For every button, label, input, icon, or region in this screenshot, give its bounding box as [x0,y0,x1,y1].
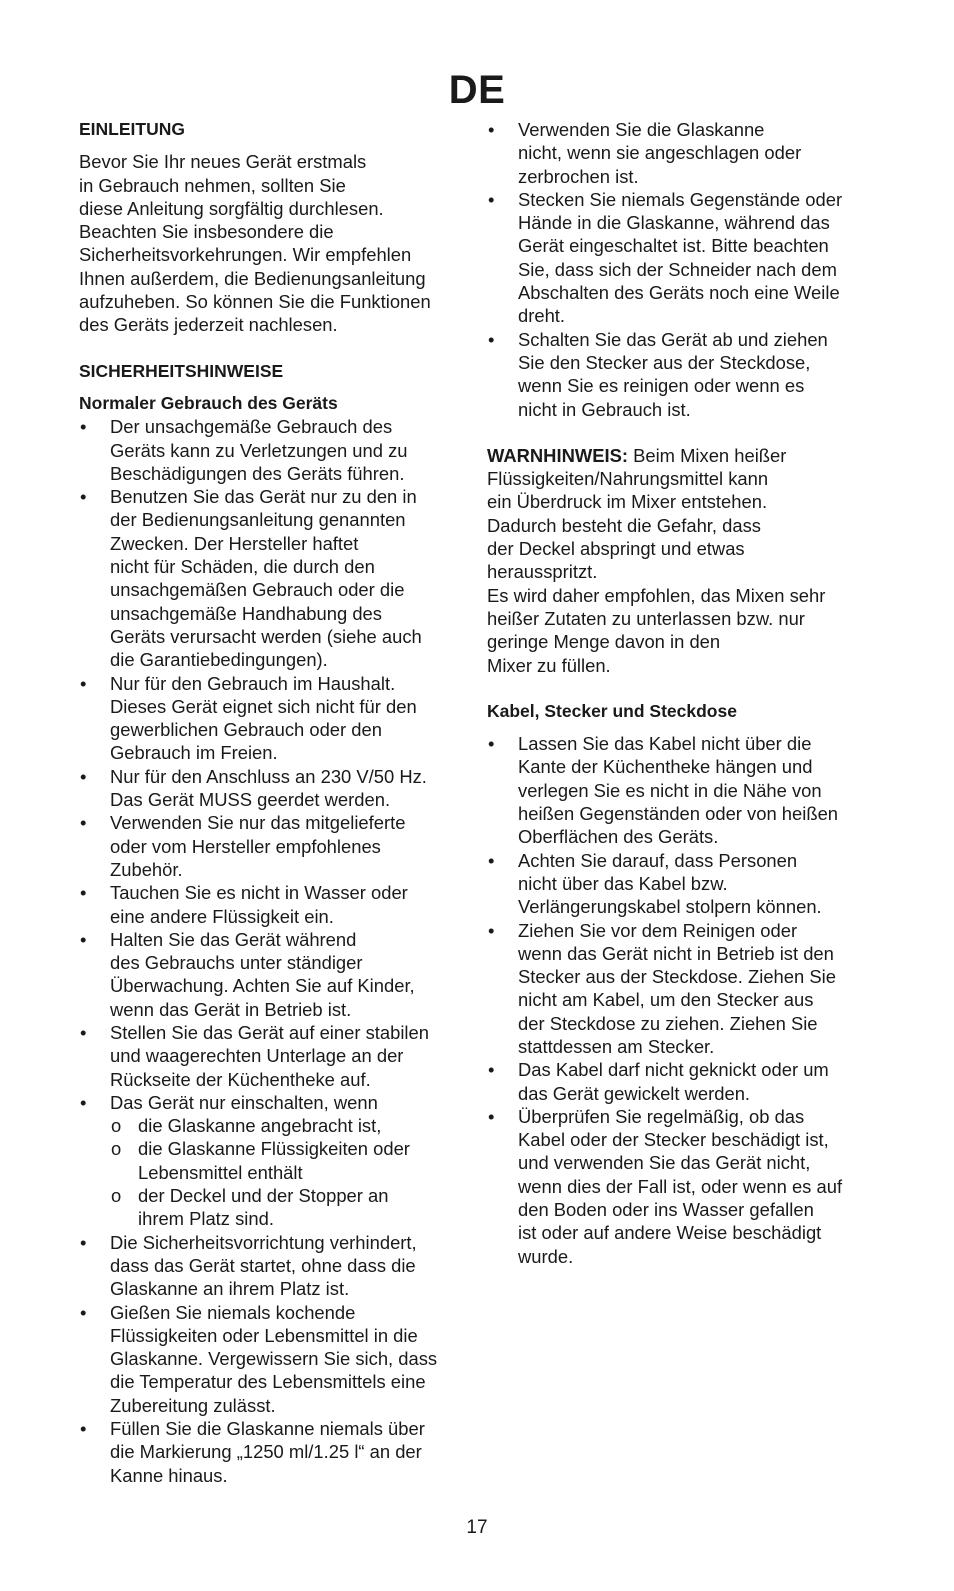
text-line: herausspritzt. [487,561,598,583]
page-number: 17 [466,1517,488,1538]
text-line: die Temperatur des Lebensmittels eine [110,1371,426,1393]
intro-heading: EINLEITUNG [79,119,185,139]
text-line: • Benutzen Sie das Gerät nur zu den in [110,486,417,508]
cable-list [487,732,867,1268]
text-line: wurde. [518,1245,574,1267]
text-line: Kabel oder der Stecker beschädigt ist, [518,1129,829,1151]
text-line: Beschädigungen des Geräts führen. [110,462,405,484]
list-item [487,732,867,848]
text-line: Dadurch besteht die Gefahr, dass [487,514,761,536]
text-line: o die Glaskanne angebracht ist, [138,1115,382,1137]
text-line: heißen Gegenständen oder von heißen [518,803,839,825]
text-line: geringe Menge davon in den [487,631,721,653]
list-item [487,1105,867,1268]
text-line: • Halten Sie das Gerät während [110,928,357,950]
text-line: Flüssigkeiten/Nahrungsmittel kann [487,468,769,490]
list-item [79,1091,459,1231]
text-line: • Nur für den Anschluss an 230 V/50 Hz. [110,765,427,787]
list-item [79,1231,459,1301]
text-line: Mixer zu füllen. [487,654,611,676]
safety-list [79,415,459,1487]
text-line: • Verwenden Sie die Glaskanne [518,119,765,140]
text-line: • Das Kabel darf nicht geknickt oder um [518,1059,829,1081]
text-line: dreht. [518,305,566,327]
list-item [79,672,459,765]
text-line: ein Überdruck im Mixer entstehen. [487,491,768,513]
text-line: • Füllen Sie die Glaskanne niemals über [110,1418,425,1440]
text-line: ihrem Platz sind. [138,1208,274,1230]
warning-first-line: Beim Mixen heißer [627,444,787,466]
list-item [79,1417,459,1487]
list-item [487,849,867,919]
text-line: wenn dies der Fall ist, oder wenn es auf [518,1175,843,1197]
text-line: ist oder auf andere Weise beschädigt [518,1222,822,1244]
text-line: wenn Sie es reinigen oder wenn es [518,375,805,397]
text-line: unsachgemäße Handhabung des [110,602,382,624]
text-line: der Bedienungsanleitung genannten [110,509,406,531]
text-line: unsachgemäßen Gebrauch oder die [110,579,405,601]
text-line: • Gießen Sie niemals kochende [110,1301,356,1323]
list-item [79,415,459,485]
text-line: Rückseite der Küchentheke auf. [110,1068,371,1090]
list-item [487,118,867,188]
text-line: Beachten Sie insbesondere die [79,221,334,243]
text-line: zerbrochen ist. [518,165,639,187]
text-line: Zubereitung zulässt. [110,1394,276,1416]
text-line: Sie den Stecker aus der Steckdose, [518,351,811,373]
text-line: und verwenden Sie das Gerät nicht, [518,1152,811,1174]
text-line: Überwachung. Achten Sie auf Kinder, [110,975,415,997]
text-line: Gebrauch im Freien. [110,742,278,764]
right-column [487,118,867,1268]
text-line: Zubehör. [110,858,183,880]
sub-list-item [110,1137,459,1184]
text-line: wenn das Gerät in Betrieb ist. [110,998,352,1020]
text-line: wenn das Gerät nicht in Betrieb ist den [518,942,834,964]
text-line: eine andere Flüssigkeit ein. [110,905,334,927]
text-line: Sicherheitsvorkehrungen. Wir empfehlen [79,244,412,266]
text-line: verlegen Sie es nicht in die Nähe von [518,779,822,801]
list-item-text [110,1091,459,1114]
list-item [487,919,867,1059]
list-item [79,811,459,881]
text-line: • Verwenden Sie nur das mitgelieferte [110,812,406,834]
text-line: Glaskanne. Vergewissern Sie sich, dass [110,1348,438,1370]
list-item [79,1301,459,1417]
text-line: • Ziehen Sie vor dem Reinigen oder [518,919,798,941]
text-line: Geräts kann zu Verletzungen und zu [110,439,408,461]
list-item [79,485,459,671]
text-line: Verlängerungskabel stolpern können. [518,896,822,918]
warning-paragraph [487,444,867,677]
text-line: die Markierung „1250 ml/1.25 l“ an der [110,1441,422,1463]
text-line: • Stellen Sie das Gerät auf einer stabilen [110,1021,429,1043]
text-line: nicht am Kabel, um den Stecker aus [518,989,814,1011]
text-line: den Boden oder ins Wasser gefallen [518,1199,814,1221]
text-line: Oberflächen des Geräts. [518,826,719,848]
warning-text [487,467,867,677]
text-line: in Gebrauch nehmen, sollten Sie [79,174,346,196]
intro-paragraph [79,150,459,336]
text-line: nicht über das Kabel bzw. [518,872,728,894]
text-line: o der Deckel und der Stopper an [138,1185,389,1207]
text-line: gewerblichen Gebrauch oder den [110,719,382,741]
text-line: der Deckel abspringt und etwas [487,538,745,560]
text-line: und waagerechten Unterlage an der [110,1045,404,1067]
text-line: Es wird daher empfohlen, das Mixen sehr [487,584,826,606]
text-line: nicht in Gebrauch ist. [518,398,691,420]
text-line: der Steckdose zu ziehen. Ziehen Sie [518,1012,818,1034]
text-line: des Gebrauchs unter ständiger [110,952,363,974]
text-line: die Garantiebedingungen). [110,649,328,671]
text-line: Gerät eingeschaltet ist. Bitte beachten [518,235,829,257]
text-line: Das Gerät MUSS geerdet werden. [110,789,391,811]
list-item [79,928,459,1021]
text-line: Abschalten des Geräts noch eine Weile [518,282,840,304]
normal-use-heading: Normaler Gebrauch des Geräts [79,392,338,413]
text-line: Kante der Küchentheke hängen und [518,756,813,778]
text-line: Glaskanne an ihrem Platz ist. [110,1278,350,1300]
text-line: Sie, dass sich der Schneider nach dem [518,258,837,280]
list-item [79,765,459,812]
text-line: o die Glaskanne Flüssigkeiten oder [138,1138,410,1160]
text-line: Lebensmittel enthält [138,1161,303,1183]
list-item [79,1021,459,1091]
sub-list-item [110,1184,459,1231]
text-line: Bevor Sie Ihr neues Gerät erstmals [79,151,367,173]
text-line: nicht für Schäden, die durch den [110,556,375,578]
text-line: • Überprüfen Sie regelmäßig, ob das [518,1105,805,1127]
text-line: Ihnen außerdem, die Bedienungsanleitung [79,267,426,289]
text-line: aufzuheben. So können Sie die Funktionen [79,291,431,313]
language-heading: DE [448,68,506,112]
text-line: • Die Sicherheitsvorrichtung verhindert, [110,1231,417,1253]
text-line: Hände in die Glaskanne, während das [518,212,830,234]
text-line: diese Anleitung sorgfältig durchlesen. [79,197,384,219]
text-line: dass das Gerät startet, ohne dass die [110,1254,416,1276]
safety-heading: SICHERHEITSHINWEISE [79,360,284,381]
list-item [487,188,867,328]
text-line: • Achten Sie darauf, dass Personen [518,849,798,871]
text-line: • Das Gerät nur einschalten, wenn [110,1091,378,1113]
list-item [487,1058,867,1105]
text-line: des Geräts jederzeit nachlesen. [79,314,338,336]
text-line: Flüssigkeiten oder Lebensmittel in die [110,1324,418,1346]
text-line: stattdessen am Stecker. [518,1035,715,1057]
safety-list-continued [487,118,867,421]
text-line: das Gerät gewickelt werden. [518,1082,751,1104]
text-line: Geräts verursacht werden (siehe auch [110,625,422,647]
text-line: • Tauchen Sie es nicht in Wasser oder [110,882,408,904]
text-line: • Schalten Sie das Gerät ab und ziehen [518,328,828,350]
text-line: • Der unsachgemäße Gebrauch des [110,416,393,438]
text-line: • Stecken Sie niemals Gegenstände oder [518,188,843,210]
text-line: • Lassen Sie das Kabel nicht über die [518,733,812,755]
sub-list-item [110,1114,459,1137]
left-column [79,118,459,1487]
text-line: Kanne hinaus. [110,1464,228,1486]
text-line: Dieses Gerät eignet sich nicht für den [110,695,417,717]
sub-list [110,1114,459,1230]
text-line: • Nur für den Gebrauch im Haushalt. [110,672,396,694]
text-line: Zwecken. Der Hersteller haftet [110,532,359,554]
text-line: heißer Zutaten zu unterlassen bzw. nur [487,607,805,629]
list-item [487,328,867,421]
list-item [79,881,459,928]
cable-heading: Kabel, Stecker und Steckdose [487,700,737,721]
text-line: Stecker aus der Steckdose. Ziehen Sie [518,966,836,988]
text-line: nicht, wenn sie angeschlagen oder [518,142,802,164]
text-line: oder vom Hersteller empfohlenes [110,835,381,857]
warning-label: WARNHINWEIS: [487,444,628,466]
